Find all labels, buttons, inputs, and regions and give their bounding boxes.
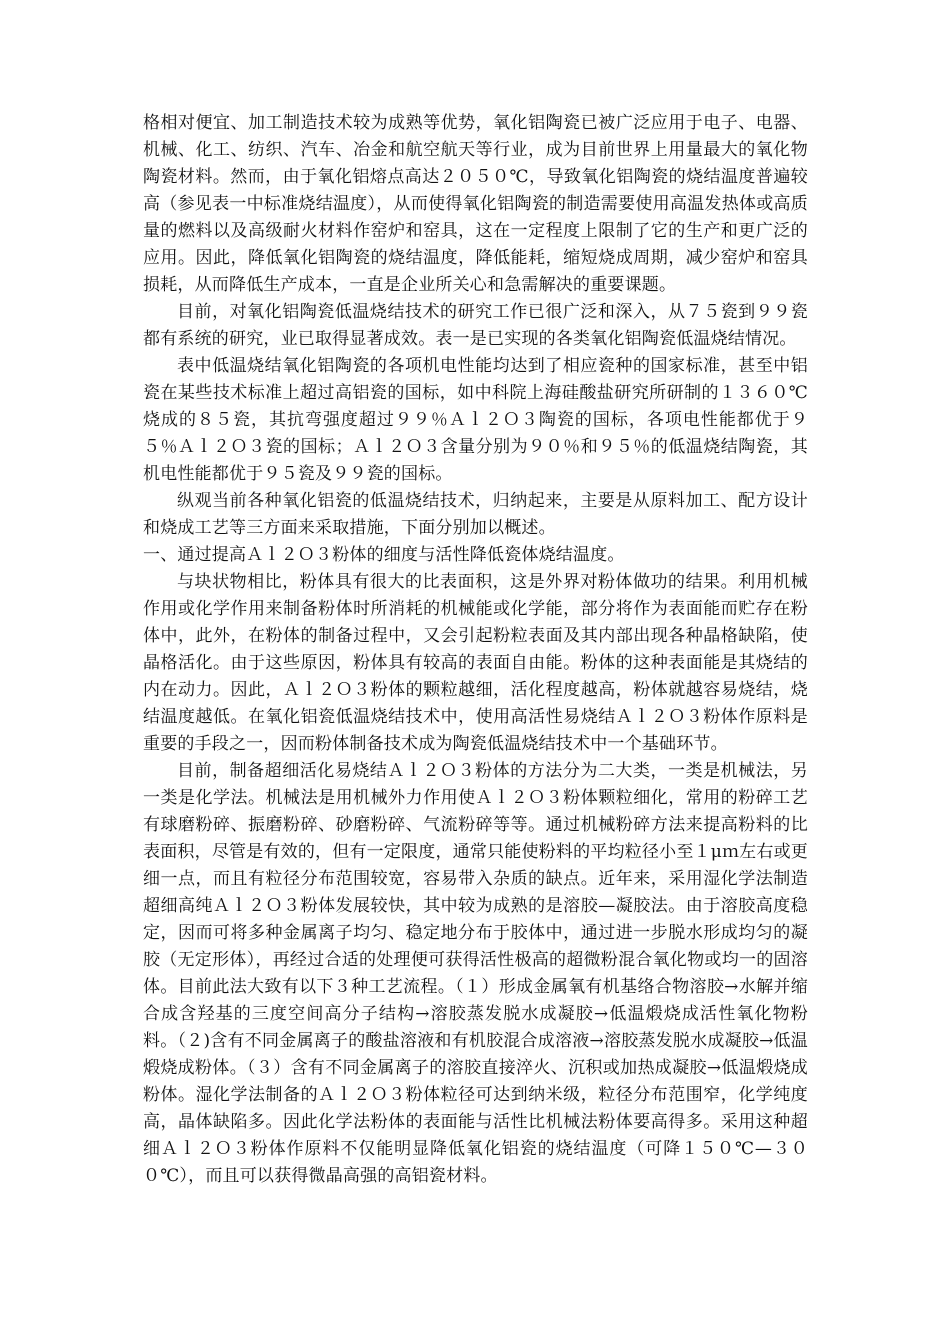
paragraph-continued-intro: 格相对便宜、加工制造技术较为成熟等优势，氧化铝陶瓷已被广泛应用于电子、电器、机械、化工、纺织、汽车、冶金和航空航天等行业，成为目前世界上用量最大的氧化物陶瓷材料。然而，由于氧化铝熔点高达２０５０℃，导致氧化铝陶瓷的烧结温度普遍较高（参见表一中标准烧结温度），从而使得氧化铝陶瓷的制造需要使用高温发热体或高质量的燃料以及高级耐火材料作窑炉和窑具，这在一定程度上限制了它的生产和更广泛的应用。因此，降低氧化铝陶瓷的烧结温度，降低能耗，缩短烧成周期，减少窑炉和窑具损耗，从而降低生产成本，一直是企业所关心和急需解决的重要课题。 bbox=[143, 113, 808, 295]
paragraph-research-status: 目前，对氧化铝陶瓷低温烧结技术的研究工作已很广泛和深入，从７５瓷到９９瓷都有系统的研究，业已取得显著成效。表一是已实现的各类氧化铝陶瓷低温烧结情况。 bbox=[143, 302, 808, 349]
paragraph-powder-surface-energy: 与块状物相比，粉体具有很大的比表面积，这是外界对粉体做功的结果。利用机械作用或化学作用来制备粉体时所消耗的机械能或化学能，部分将作为表面能而贮存在粉体中，此外，在粉体的制备过程中，又会引起粉粒表面及其内部出现各种晶格缺陷，使晶格活化。由于这些原因，粉体具有较高的表面自由能。粉体的这种表面能是其烧结的内在动力。因此，Ａｌ２Ｏ３粉体的颗粒越细，活化程度越高，粉体就越容易烧结，烧结温度越低。在氧化铝瓷低温烧结技术中，使用高活性易烧结Ａｌ２Ｏ３粉体作原料是重要的手段之一，因而粉体制备技术成为陶瓷低温烧结技术中一个基础环节。 bbox=[143, 572, 808, 754]
paragraph-powder-preparation-methods: 目前，制备超细活化易烧结Ａｌ２Ｏ３粉体的方法分为二大类，一类是机械法，另一类是化学法。机械法是用机械外力作用使Ａｌ２Ｏ３粉体颗粒细化，常用的粉碎工艺有球磨粉碎、振磨粉碎、砂磨粉碎、气流粉碎等等。通过机械粉碎方法来提高粉料的比表面积，尽管是有效的，但有一定限度，通常只能使粉料的平均粒径小至１μｍ左右或更细一点，而且有粒径分布范围较宽，容易带入杂质的缺点。近年来，采用湿化学法制造超细高纯Ａｌ２Ｏ３粉体发展较快，其中较为成熟的是溶胶—凝胶法。由于溶胶高度稳定，因而可将多种金属离子均匀、稳定地分布于胶体中，通过进一步脱水形成均匀的凝胶（无定形体），再经过合适的处理便可获得活性极高的超微粉混合氧化物或均一的固溶体。目前此法大致有以下３种工艺流程。（１）形成金属氧有机基络合物溶胶→水解并缩合成含羟基的三度空间高分子结构→溶胶蒸发脱水成凝胶→低温煅烧成活性氧化物粉料。（２)含有不同金属离子的酸盐溶液和有机胶混合成溶液→溶胶蒸发脱水成凝胶→低温煅烧成粉体。（３）含有不同金属离子的溶胶直接淬火、沉积或加热成凝胶→低温煅烧成粉体。湿化学法制备的Ａｌ２Ｏ３粉体粒径可达到纳米级，粒径分布范围窄，化学纯度高，晶体缺陷多。因此化学法粉体的表面能与活性比机械法粉体要高得多。采用这种超细Ａｌ２Ｏ３粉体作原料不仅能明显降低氧化铝瓷的烧结温度（可降１５０℃—３００℃），而且可以获得微晶高强的高铝瓷材料。 bbox=[143, 761, 808, 1186]
paragraph-table-performance: 表中低温烧结氧化铝陶瓷的各项机电性能均达到了相应瓷种的国家标准，甚至中铝瓷在某些技术标准上超过高铝瓷的国标，如中科院上海硅酸盐研究所研制的１３６０℃烧成的８５瓷，其抗弯强度超过９９％Ａｌ２Ｏ３陶瓷的国标，各项电性能都优于９５％Ａｌ２Ｏ３瓷的国标；Ａｌ２Ｏ３含量分别为９０％和９５％的低温烧结陶瓷，其机电性能都优于９５瓷及９９瓷的国标。 bbox=[143, 356, 808, 484]
section-heading-1: 一、通过提高Ａｌ２Ｏ３粉体的细度与活性降低瓷体烧结温度。 bbox=[143, 545, 625, 565]
paragraph-overview: 纵观当前各种氧化铝瓷的低温烧结技术，归纳起来，主要是从原料加工、配方设计和烧成工艺等三方面来采取措施，下面分别加以概述。 bbox=[143, 491, 808, 538]
document-page bbox=[143, 110, 808, 1190]
